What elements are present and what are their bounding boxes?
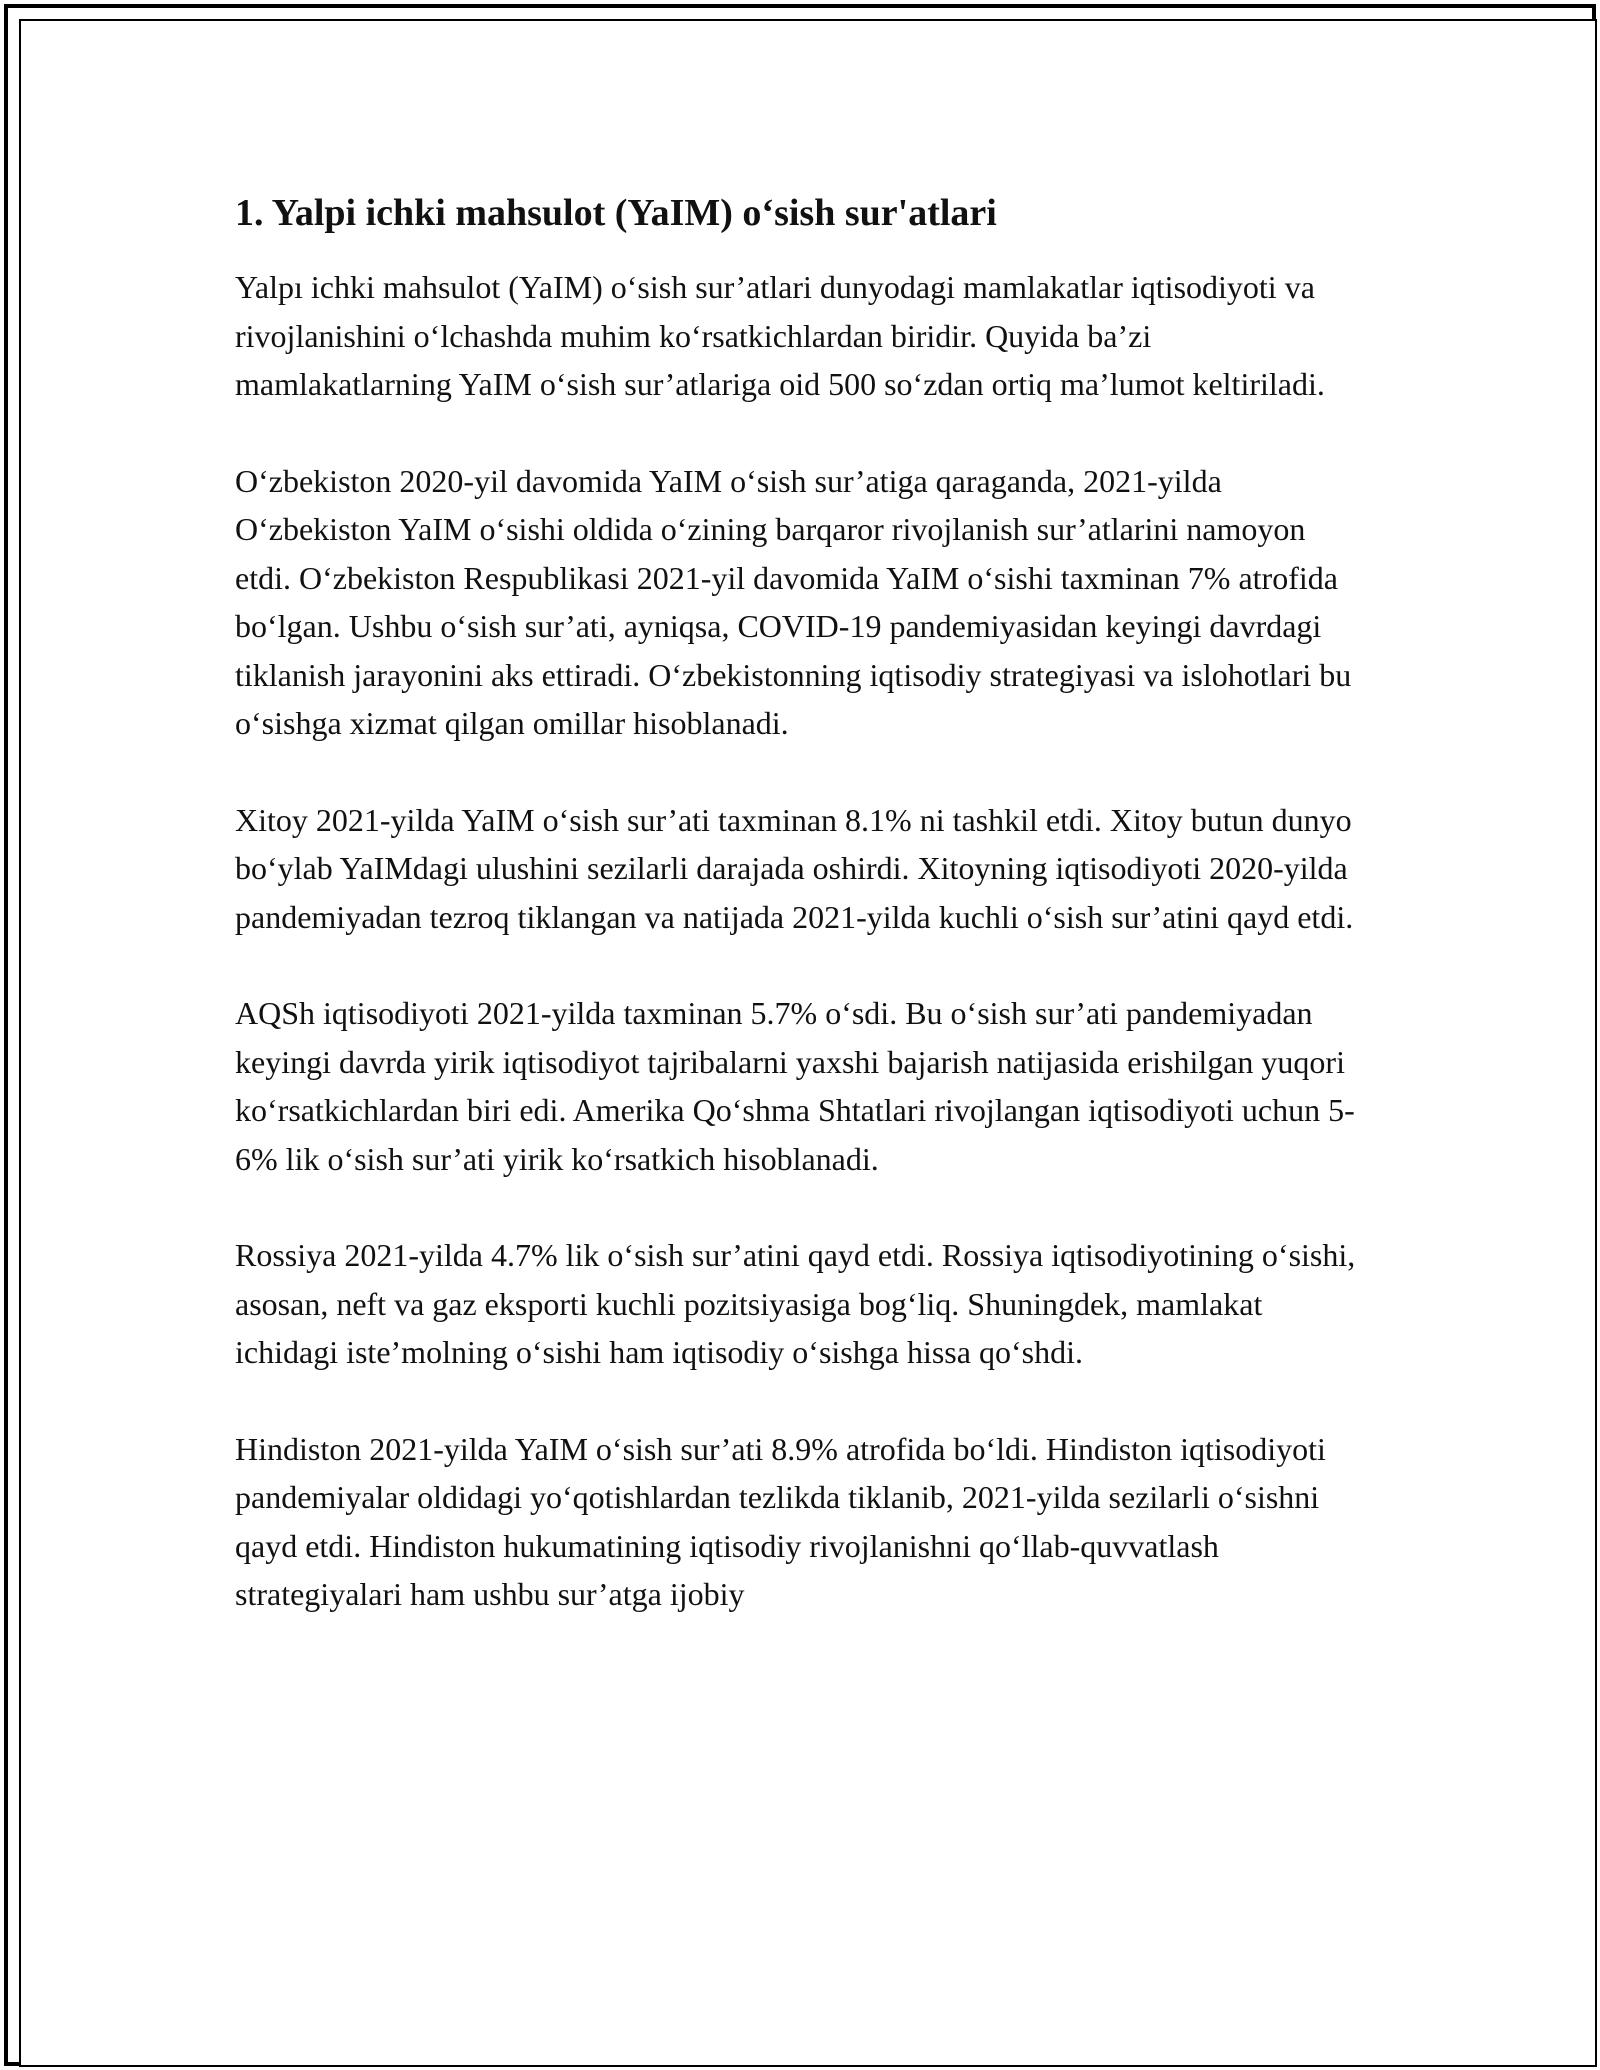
paragraph-india: Hindiston 2021-yilda YaIM o‘sish sur’ati 8.9% atrofida bo‘ldi. Hindiston iqtisodiyoti pandemiyalar oldidagi yo‘qotishlardan tezlikda tiklanib, 2021-yilda sezilarli o‘sishni qayd etdi. Hindiston hukumatining iqtisodiy rivojlanishni qo‘llab-quvvatlash strategiyalari ham ushbu sur’atga ijobiy [235,1430,1326,1612]
paragraph-intro: Yalpı ichki mahsulot (YaIM) o‘sish sur’atlari dunyodagi mamlakatlar iqtisodiyoti va rivojlanishini o‘lchashda muhim ko‘rsatkichlardan biridir. Quyida ba’zi mamlakatlarning YaIM o‘sish sur’atlariga oid 500 so‘zdan ortiq ma’lumot keltiriladi. [235,269,1325,402]
document-body [235,189,1365,1619]
paragraph-uzbekistan: O‘zbekiston 2020-yil davomida YaIM o‘sish sur’atiga qaraganda, 2021-yilda O‘zbekiston YaIM o‘sishi oldida o‘zining barqaror rivojlanish sur’atlarini namoyon etdi. O‘zbekiston Respublikasi 2021-yil davomida YaIM o‘sishi taxminan 7% atrofida bo‘lgan. Ushbu o‘sish sur’ati, ayniqsa, COVID-19 pandemiyasidan keyingi davrdagi tiklanish jarayonini aks ettiradi. O‘zbekistonning iqtisodiy strategiyasi va islohotlari bu o‘sishga xizmat qilgan omillar hisoblanadi. [235,462,1352,741]
paragraph-russia: Rossiya 2021-yilda 4.7% lik o‘sish sur’atini qayd etdi. Rossiya iqtisodiyotining o‘sishi, asosan, neft va gaz eksporti kuchli pozitsiyasiga bog‘liq. Shuningdek, mamlakat ichidagi iste’molning o‘sishi ham iqtisodiy o‘sishga hissa qo‘shdi. [235,1237,1356,1370]
section-title: 1. Yalpi ichki mahsulot (YaIM) o‘sish sur'atlari [235,192,997,234]
paragraph-usa: AQSh iqtisodiyoti 2021-yilda taxminan 5.7% o‘sdi. Bu o‘sish sur’ati pandemiyadan keyingi davrda yirik iqtisodiyot tajribalarni yaxshi bajarish natijasida erishilgan yuqori ko‘rsatkichlardan biri edi. Amerika Qo‘shma Shtatlari rivojlangan iqtisodiyoti uchun 5-6% lik o‘sish sur’ati yirik ko‘rsatkich hisoblanadi. [235,995,1355,1177]
paragraph-china: Xitoy 2021-yilda YaIM o‘sish sur’ati taxminan 8.1% ni tashkil etdi. Xitoy butun dunyo bo‘ylab YaIMdagi ulushini sezilarli darajada oshirdi. Xitoyning iqtisodiyoti 2020-yilda pandemiyadan tezroq tiklangan va natijada 2021-yilda kuchli o‘sish sur’atini qayd etdi. [235,801,1354,935]
